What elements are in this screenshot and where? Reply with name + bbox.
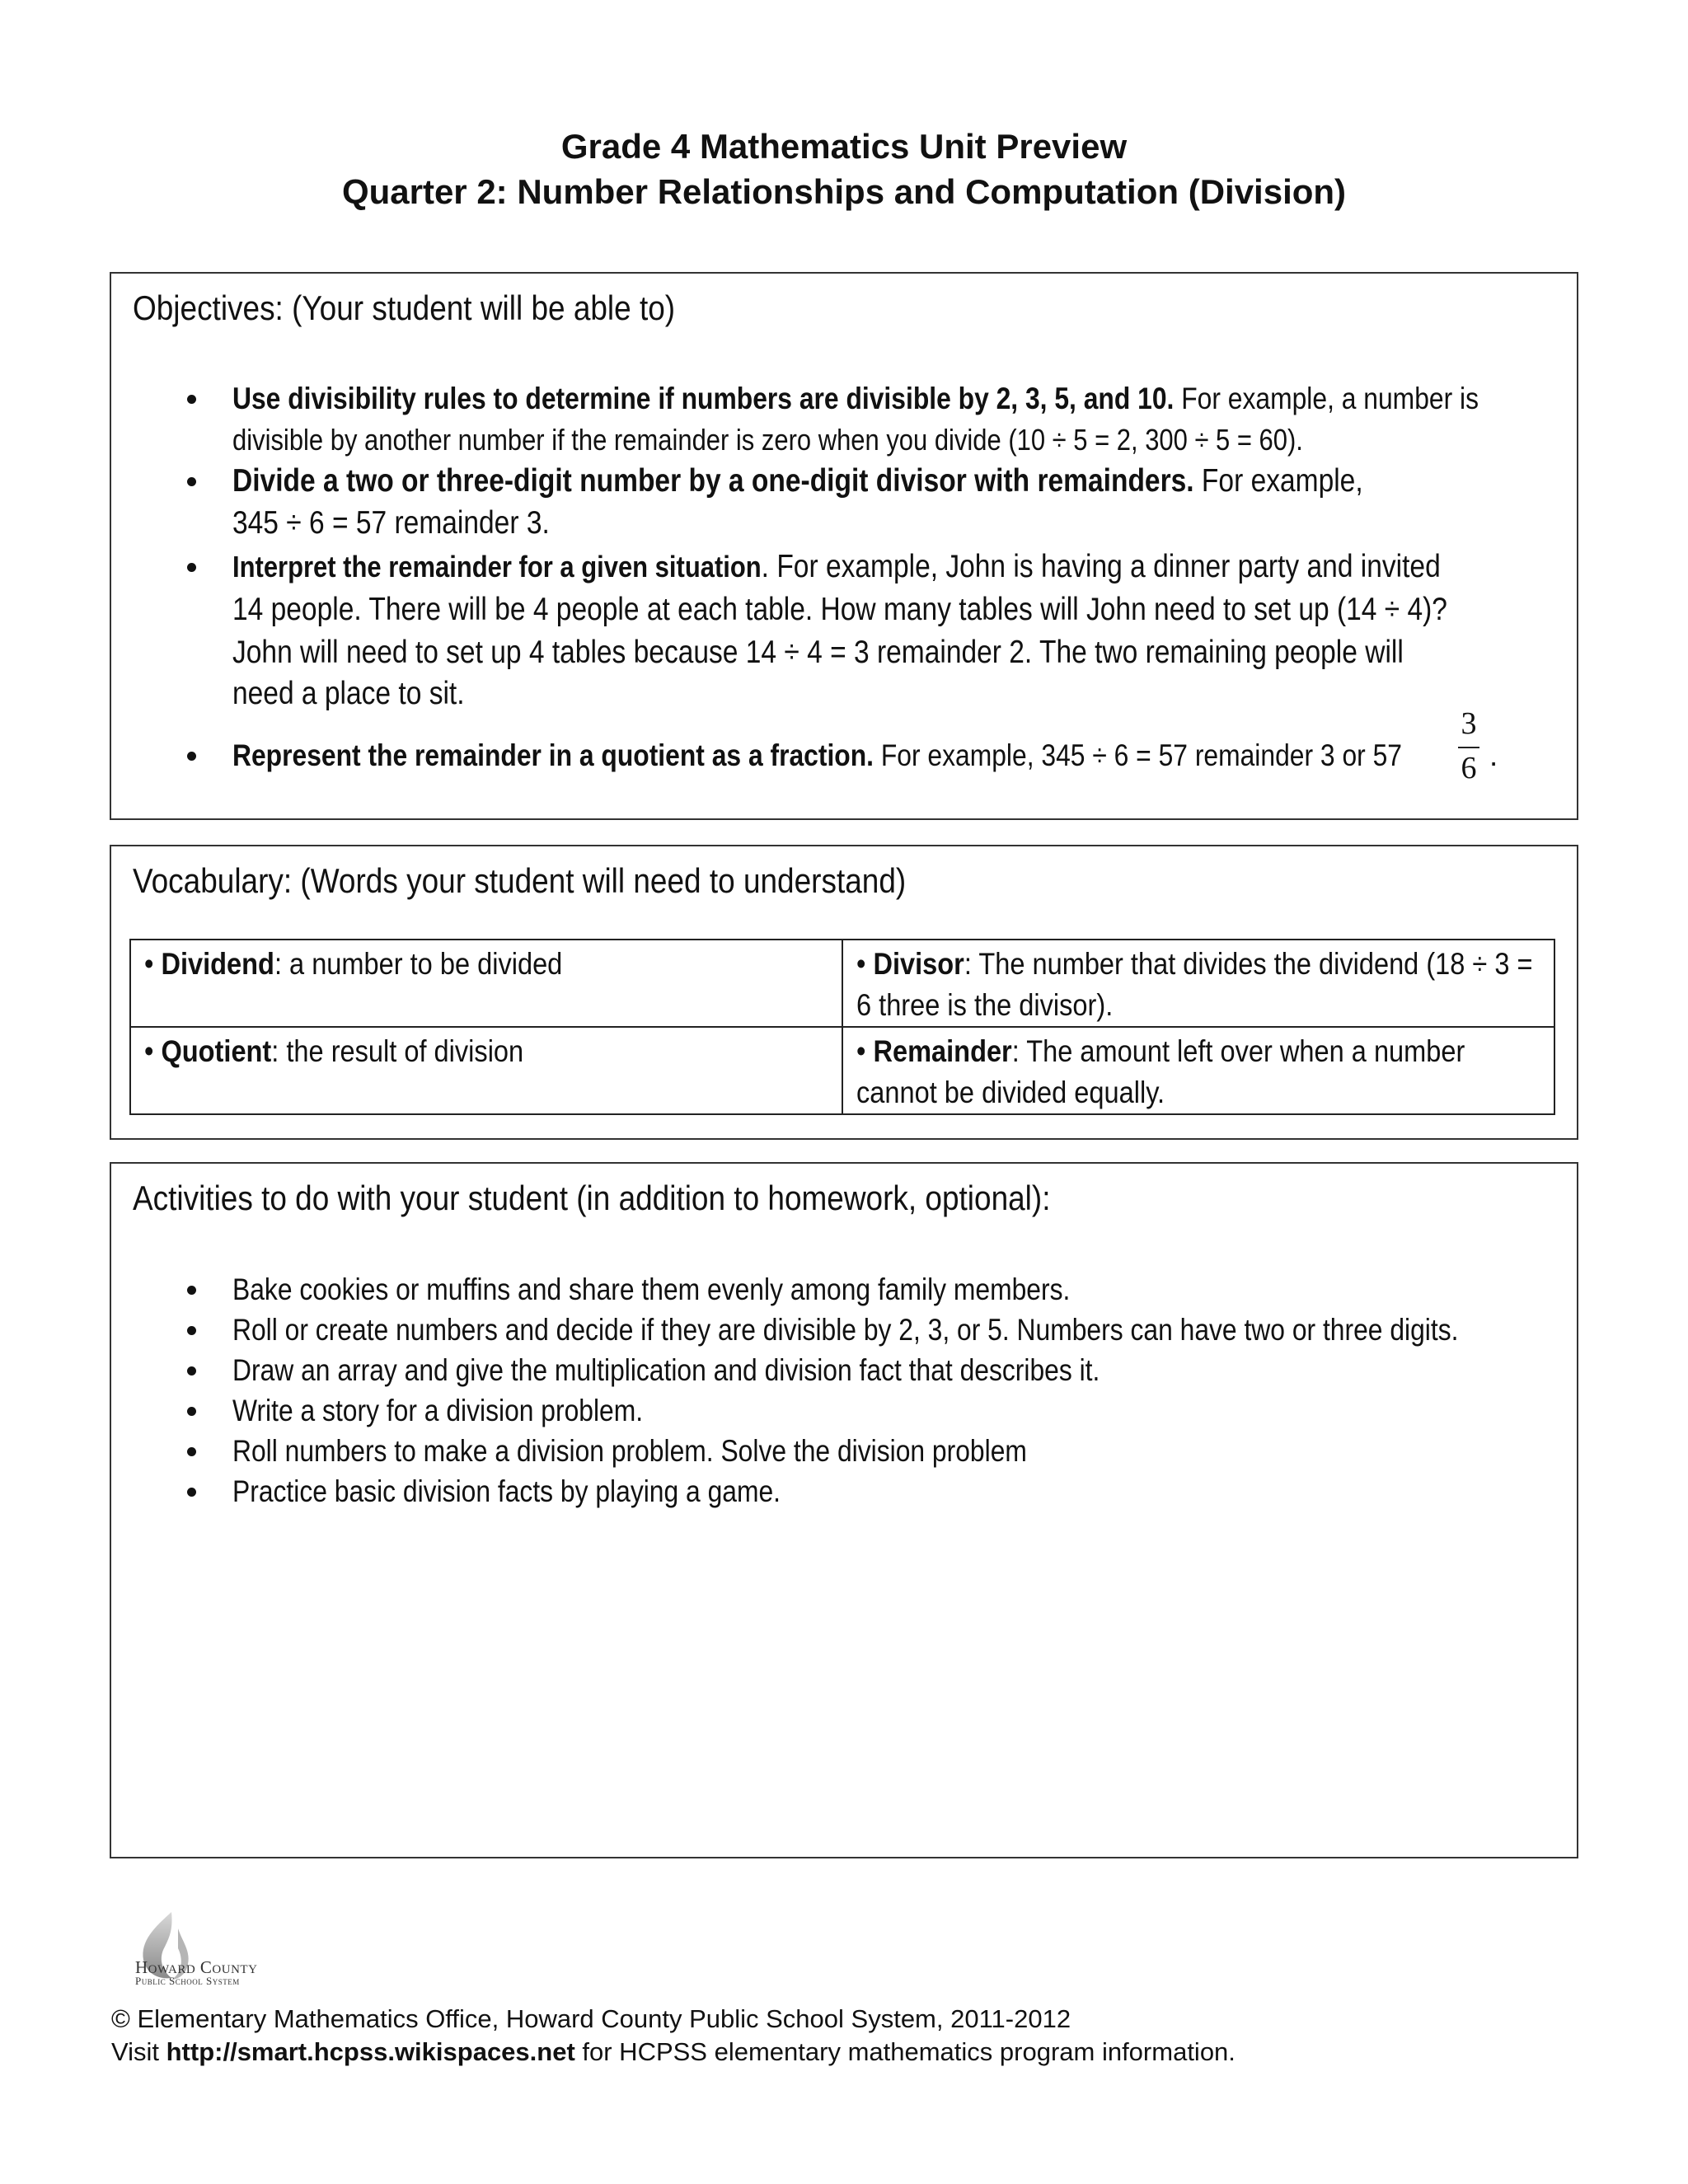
- objectives-heading: Objectives: (Your student will be able to): [133, 288, 676, 327]
- objective-bold: Interpret the remainder for a given situation: [232, 550, 762, 583]
- table-row: [130, 940, 1554, 1027]
- bullet-icon: [187, 563, 196, 572]
- objective-text: divisible by another number if the remainder is zero when you divide (10 ÷ 5 = 2, 300 ÷ 5 = 60).: [232, 423, 1303, 457]
- activity-text: Draw an array and give the multiplication and division fact that describes it.: [232, 1353, 1100, 1387]
- vocab-cell-quotient: • Quotient: the result of division: [130, 1027, 842, 1114]
- objective-bold: Use divisibility rules to determine if numbers are divisible by 2, 3, 5, and 10.: [232, 382, 1175, 415]
- table-row: [130, 1027, 1554, 1114]
- activity-text: Roll or create numbers and decide if they are divisible by 2, 3, or 5. Numbers can have two or three digits.: [232, 1313, 1459, 1347]
- objective-text: need a place to sit.: [232, 676, 465, 711]
- page-title: Grade 4 Mathematics Unit Preview: [560, 127, 1128, 166]
- fraction-denominator: 6: [1461, 751, 1477, 785]
- activity-text: Practice basic division facts by playing a game.: [232, 1474, 781, 1508]
- fraction-bar: [1458, 747, 1479, 748]
- bullet-icon: [187, 752, 196, 761]
- footer-link[interactable]: http://smart.hcpss.wikispaces.net: [166, 2037, 575, 2066]
- vocab-definition: : The amount left over when a number cannot be divided equally.: [856, 1034, 1465, 1109]
- vocab-term: Quotient: [161, 1034, 272, 1068]
- objective-text: For example, a number is: [1174, 382, 1479, 415]
- hcpss-logo: [132, 1912, 321, 1994]
- bullet-icon: [187, 1326, 196, 1335]
- bullet-icon: [187, 477, 196, 486]
- vocabulary-table: [129, 939, 1555, 1115]
- footer-visit: [111, 2036, 1236, 2069]
- objective-end: .: [1489, 738, 1498, 772]
- vocab-cell-remainder: • Remainder: The amount left over when a number cannot be divided equally.: [842, 1027, 1554, 1114]
- objective-text: For example,: [1193, 463, 1363, 499]
- vocab-term: Remainder: [873, 1034, 1012, 1068]
- vocab-definition: : the result of division: [271, 1034, 524, 1068]
- footer-visit-prefix: Visit: [111, 2037, 166, 2066]
- objective-bold: Represent the remainder in a quotient as a fraction.: [232, 738, 874, 772]
- objective-bold: Divide a two or three-digit number by a one-digit divisor with remainders.: [232, 463, 1194, 499]
- logo-name: Howard County: [135, 1957, 258, 1977]
- bullet-icon: [187, 1286, 196, 1295]
- vocabulary-box: [110, 845, 1578, 1140]
- vocabulary-heading: Vocabulary: (Words your student will need to understand): [133, 861, 907, 900]
- page-subtitle: Quarter 2: Number Relationships and Computation (Division): [341, 172, 1347, 211]
- bullet-icon: [187, 1488, 196, 1497]
- footer-visit-suffix: for HCPSS elementary mathematics program information.: [574, 2037, 1236, 2066]
- bullet-icon: [187, 395, 196, 404]
- vocab-definition: : The number that divides the dividend (18 ÷ 3 = 6 three is the divisor).: [856, 947, 1533, 1022]
- footer-copyright: © Elementary Mathematics Office, Howard County Public School System, 2011-2012: [111, 2004, 1071, 2033]
- activities-heading: Activities to do with your student (in addition to homework, optional):: [133, 1179, 1051, 1217]
- bullet-icon: [187, 1407, 196, 1416]
- objective-text: 14 people. There will be 4 people at each table. How many tables will John need to set up (14 ÷ 4)?: [232, 592, 1447, 627]
- activity-text: Roll numbers to make a division problem. Solve the division problem: [232, 1434, 1027, 1468]
- vocab-cell-divisor: • Divisor: The number that divides the dividend (18 ÷ 3 = 6 three is the divisor).: [842, 940, 1554, 1027]
- vocab-term: Divisor: [873, 947, 964, 981]
- bullet-icon: [187, 1366, 196, 1376]
- objective-text: John will need to set up 4 tables because 14 ÷ 4 = 3 remainder 2. The two remaining people will: [232, 635, 1404, 670]
- activity-text: Write a story for a division problem.: [232, 1394, 644, 1427]
- vocab-term: Dividend: [161, 947, 274, 981]
- objectives-box: [110, 272, 1578, 820]
- objective-text: 345 ÷ 6 = 57 remainder 3.: [232, 505, 550, 541]
- vocab-definition: : a number to be divided: [274, 947, 563, 981]
- bullet-icon: [187, 1447, 196, 1456]
- objective-text: . For example, John is having a dinner party and invited: [761, 549, 1441, 584]
- fraction-numerator: 3: [1461, 706, 1477, 741]
- vocab-cell-dividend: • Dividend: a number to be divided: [130, 940, 842, 1027]
- objective-text: For example, 345 ÷ 6 = 57 remainder 3 or 57: [874, 738, 1402, 772]
- logo-subtitle: Public School System: [135, 1975, 240, 1987]
- activities-box: [110, 1162, 1578, 1858]
- activity-text: Bake cookies or muffins and share them evenly among family members.: [232, 1272, 1071, 1306]
